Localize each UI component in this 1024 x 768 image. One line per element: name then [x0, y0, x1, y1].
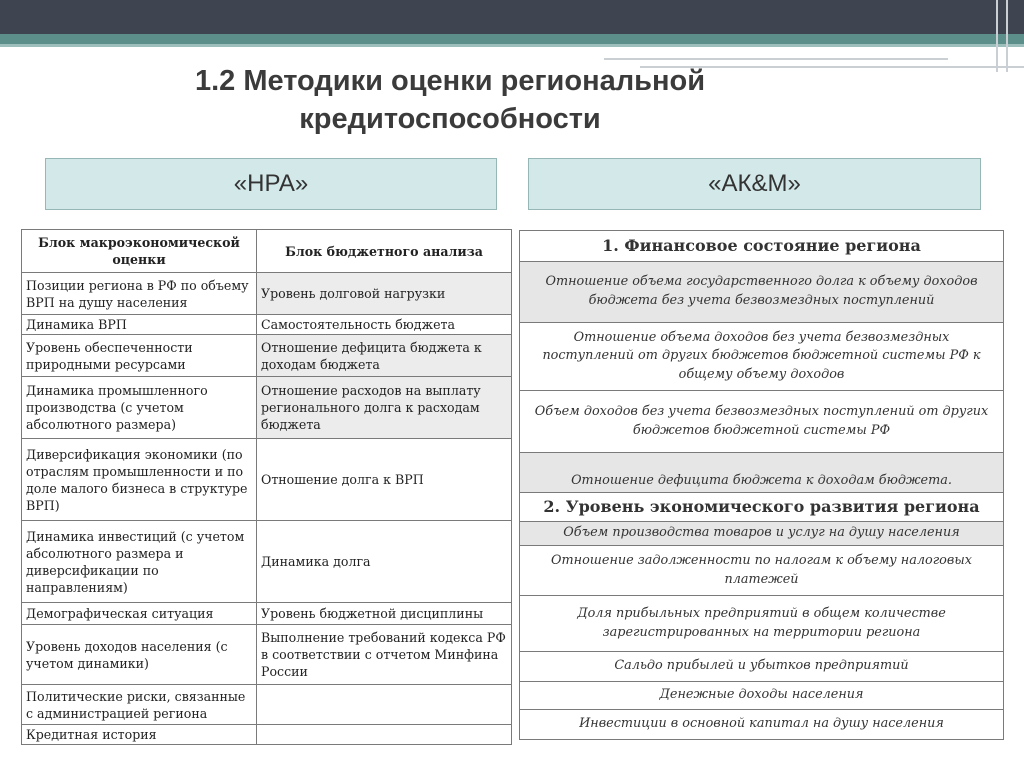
table-header-cell: Блок бюджетного анализа — [257, 230, 512, 273]
slide-title-line: кредитоспособности — [299, 103, 601, 135]
table-cell: Объем производства товаров и услуг на душу населения — [520, 522, 1004, 546]
header-bar — [0, 0, 1024, 34]
header-deco-line — [604, 58, 948, 60]
table-cell: Доля прибыльных предприятий в общем количестве зарегистрированных на территории региона — [520, 596, 1004, 652]
section-header-row — [520, 493, 1004, 522]
table-cell: Уровень долговой нагрузки — [257, 273, 512, 315]
header-accent-line — [0, 44, 1024, 47]
table-row — [520, 262, 1004, 323]
section-header-row — [520, 231, 1004, 262]
table-cell: Выполнение требований кодекса РФ в соответствии с отчетом Минфина России — [257, 625, 512, 685]
table-cell: Объем доходов без учета безвозмездных поступлений от других бюджетов бюджетной системы РФ — [520, 391, 1004, 453]
section-title: 2. Уровень экономического развития региона — [520, 493, 1004, 522]
akm-table — [519, 230, 1004, 740]
table-cell: Самостоятельность бюджета — [257, 315, 512, 335]
table-row — [520, 323, 1004, 391]
table-cell: Отношение объема государственного долга к объему доходов бюджета без учета безвозмездных поступлений — [520, 262, 1004, 323]
method-akm-box — [528, 158, 981, 210]
table-row — [22, 685, 512, 725]
table-row — [22, 335, 512, 377]
header-deco-line — [1006, 0, 1008, 72]
table-cell — [257, 725, 512, 745]
method-akm-label: «АК&М» — [708, 170, 801, 197]
header-accent-band — [0, 34, 1024, 44]
table-cell: Динамика промышленного производства (с учетом абсолютного размера) — [22, 377, 257, 439]
table-cell: Демографическая ситуация — [22, 603, 257, 625]
table-row — [22, 521, 512, 603]
table-cell: Динамика ВРП — [22, 315, 257, 335]
table-row — [520, 652, 1004, 682]
table-cell: Уровень обеспеченности природными ресурсами — [22, 335, 257, 377]
table-row — [22, 439, 512, 521]
table-cell: Уровень доходов населения (с учетом динамики) — [22, 625, 257, 685]
slide-title-line: 1.2 Методики оценки региональной — [194, 65, 706, 97]
table-row — [22, 273, 512, 315]
table-cell — [257, 685, 512, 725]
header-deco-line — [996, 0, 998, 72]
table-cell: Уровень бюджетной дисциплины — [257, 603, 512, 625]
table-row — [520, 391, 1004, 453]
table-row — [520, 453, 1004, 493]
table-cell: Денежные доходы населения — [520, 682, 1004, 710]
table-row — [22, 603, 512, 625]
table-cell: Отношение объема доходов без учета безвозмездных поступлений от других бюджетов бюджетной системы РФ к общему объему доходов — [520, 323, 1004, 391]
table-cell: Отношение дефицита бюджета к доходам бюджета — [257, 335, 512, 377]
table-cell: Отношение дефицита бюджета к доходам бюджета. — [520, 453, 1004, 493]
slide-title — [60, 62, 840, 138]
table-cell: Отношение долга к ВРП — [257, 439, 512, 521]
table-row — [520, 546, 1004, 596]
table-row — [22, 377, 512, 439]
table-row — [520, 682, 1004, 710]
table-cell: Динамика инвестиций (с учетом абсолютного размера и диверсификации по направлениям) — [22, 521, 257, 603]
table-row — [520, 596, 1004, 652]
table-cell: Инвестиции в основной капитал на душу населения — [520, 710, 1004, 740]
table-cell: Отношение расходов на выплату регионального долга к расходам бюджета — [257, 377, 512, 439]
table-header-cell: Блок макроэкономической оценки — [22, 230, 257, 273]
table-row — [22, 625, 512, 685]
table-cell: Отношение задолженности по налогам к объему налоговых платежей — [520, 546, 1004, 596]
table-row — [22, 725, 512, 745]
table-cell: Динамика долга — [257, 521, 512, 603]
method-nra-box — [45, 158, 497, 210]
table-cell: Кредитная история — [22, 725, 257, 745]
table-cell: Сальдо прибылей и убытков предприятий — [520, 652, 1004, 682]
section-title: 1. Финансовое состояние региона — [520, 231, 1004, 262]
table-row — [520, 710, 1004, 740]
table-cell: Диверсификация экономики (по отраслям промышленности и по доле малого бизнеса в структуре ВРП) — [22, 439, 257, 521]
table-row — [22, 315, 512, 335]
table-row — [520, 522, 1004, 546]
table-header-row — [22, 230, 512, 273]
method-nra-label: «НРА» — [233, 170, 309, 197]
table-cell: Позиции региона в РФ по объему ВРП на душу населения — [22, 273, 257, 315]
table-cell: Политические риски, связанные с администрацией региона — [22, 685, 257, 725]
nra-table — [21, 229, 512, 745]
